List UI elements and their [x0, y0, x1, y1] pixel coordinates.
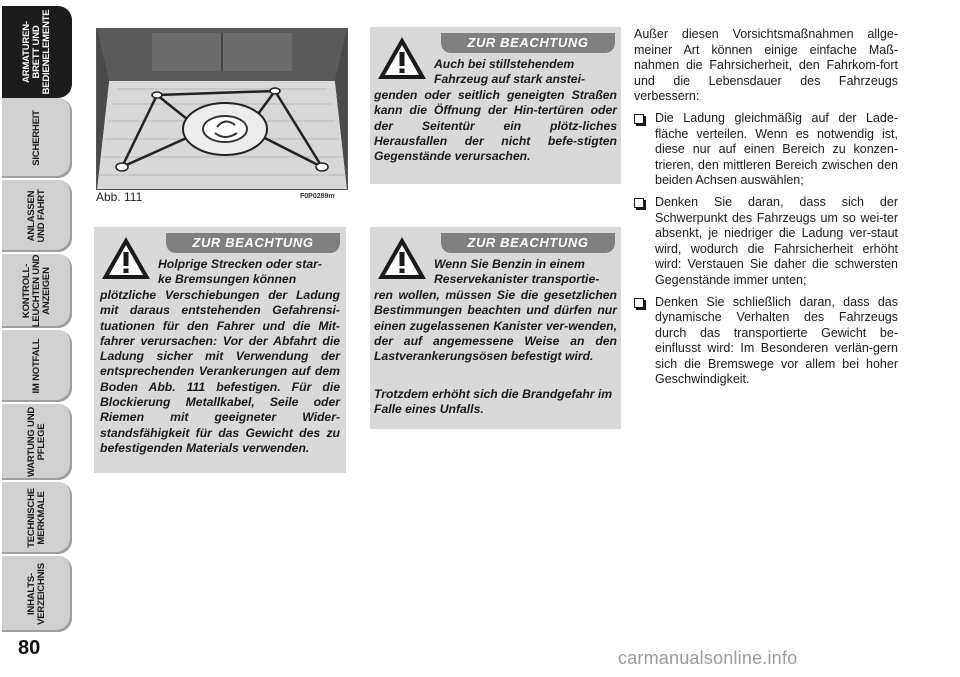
tab-label: TECHNISCHE MERKMALE [26, 488, 47, 548]
cargo-floor-illustration [97, 29, 347, 189]
tab-label: ANLASSEN UND FAHRT [26, 189, 47, 243]
warning-lead-line: Auch bei stillstehendem [434, 57, 575, 71]
warning-triangle-icon [100, 235, 152, 281]
tab-im-notfall[interactable] [2, 330, 72, 402]
tab-wartung[interactable] [2, 404, 72, 480]
tips-list [634, 111, 898, 388]
tab-sicherheit[interactable] [2, 98, 72, 178]
warning-body: genden oder seitlich geneigten Straßen kann die Öffnung der Hin-tertüren oder der Seitentür ein plötz-liches Herausfallen der nicht befe-stigten Gegenstände verursachen. [374, 88, 617, 164]
tab-kontrollleuchten[interactable] [2, 254, 72, 328]
tab-label: SICHERHEIT [31, 110, 42, 166]
warning-header: ZUR BEACHTUNG [441, 33, 615, 53]
figure-code: F0P0289m [300, 193, 335, 200]
checkbox-bullet-icon [634, 198, 644, 208]
list-item [634, 195, 898, 289]
list-item-text: Die Ladung gleichmäßig auf der Lade-fläche verteilen. Wenn es notwendig ist, diese nur auf einen Bereich zu konzen-trieren, den mittleren Bereich zwischen den beiden Achsen auswählen; [655, 110, 898, 188]
warning-triangle-icon [376, 35, 428, 81]
warning-triangle-icon [376, 235, 428, 281]
warning-body: plötzliche Verschiebungen der Ladung mit daraus entstehenden Gefahrensi-tuationen für den Fahrer und die Mit-fahrer verursachen: Vor der Abfahrt die Ladung sicher mit Verwendung der entsprechenden Verankerungen auf dem Boden Abb. 111 befestigen. Für die Blockierung Metallkabel, Seile oder Riemen mit geeigneter Wider-standsfähigkeit für das Gewicht des zu befestigenden Materials verwenden. [100, 288, 340, 455]
intro-paragraph: Außer diesen Vorsichtsmaßnahmen allge-meiner Art können einige einfache Maß-nahmen die Fahrsicherheit, den Fahrkom-fort und die Lebensdauer des Fahrzeugs verbessern: [634, 27, 898, 104]
tab-label: ARMATUREN- BRETT UND BEDIENELEMENTE [21, 9, 52, 95]
warning-lead [158, 257, 340, 288]
warning-box-load-securing [94, 227, 346, 473]
page-number: 80 [18, 637, 41, 659]
tab-armaturenbrett[interactable] [2, 6, 72, 98]
warning-lead-line: Holprige Strecken oder star- [158, 257, 322, 271]
right-text-column [634, 27, 898, 394]
warning-body: ren wollen, müssen Sie die gesetzlichen Bestimmungen beachten und dürfen nur einen zugelassenen Kanister ver-wenden, der auf angemessene Weise an den Lastverankerungsösen befestigt wird. [374, 288, 617, 364]
watermark: carmanualsonline.info [618, 648, 798, 668]
list-item [634, 295, 898, 389]
tab-technische-merkmale[interactable] [2, 482, 72, 554]
list-item [634, 111, 898, 189]
chapter-sidebar [0, 0, 75, 677]
warning-lead [434, 57, 615, 88]
tab-label: WARTUNG UND PFLEGE [26, 406, 47, 478]
figure-caption: Abb. 111 [96, 190, 143, 204]
warning-lead-line: Fahrzeug auf stark anstei- [434, 72, 586, 87]
tab-label: INHALTS- VERZEICHNIS [26, 563, 47, 625]
checkbox-bullet-icon [634, 298, 644, 308]
warning-lead-line: Reservekanister transportie- [434, 272, 600, 287]
checkbox-bullet-icon [634, 114, 644, 124]
cargo-floor-figure [96, 28, 348, 190]
list-item-text: Denken Sie schließlich daran, dass das dynamische Verhalten des Fahrzeugs durch das transportierte Gewicht be-einflusst wird: Im Besonderen verlän-gern sich die Bremswege vor allem bei hoher Geschwindigkeit. [655, 294, 898, 387]
warning-lead-line: ke Bremsungen können [158, 272, 297, 287]
warning-lead [434, 257, 615, 288]
warning-body-note: Trotzdem erhöht sich die Brandgefahr im Falle eines Unfalls. [374, 387, 613, 417]
warning-box-doors-slope [370, 27, 621, 184]
list-item-text: Denken Sie daran, dass sich der Schwerpunkt des Fahrzeugs um so wei-ter absenkt, je niedriger die Ladung ver-staut wird, wodurch die Fahrsicherheit erhöht wird: Verstauen Sie daher die schwersten Gegenstände immer unten; [655, 194, 898, 287]
tab-label: IM NOTFALL [31, 338, 42, 394]
tab-inhaltsverzeichnis[interactable] [2, 556, 72, 632]
warning-box-fuel-canister [370, 227, 621, 429]
warning-header: ZUR BEACHTUNG [441, 233, 615, 253]
tab-anlassen[interactable] [2, 180, 72, 252]
tab-label: KONTROLL- LEUCHTEN UND ANZEIGEN [21, 254, 52, 328]
warning-lead-line: Wenn Sie Benzin in einem [434, 257, 585, 271]
warning-header: ZUR BEACHTUNG [166, 233, 340, 253]
